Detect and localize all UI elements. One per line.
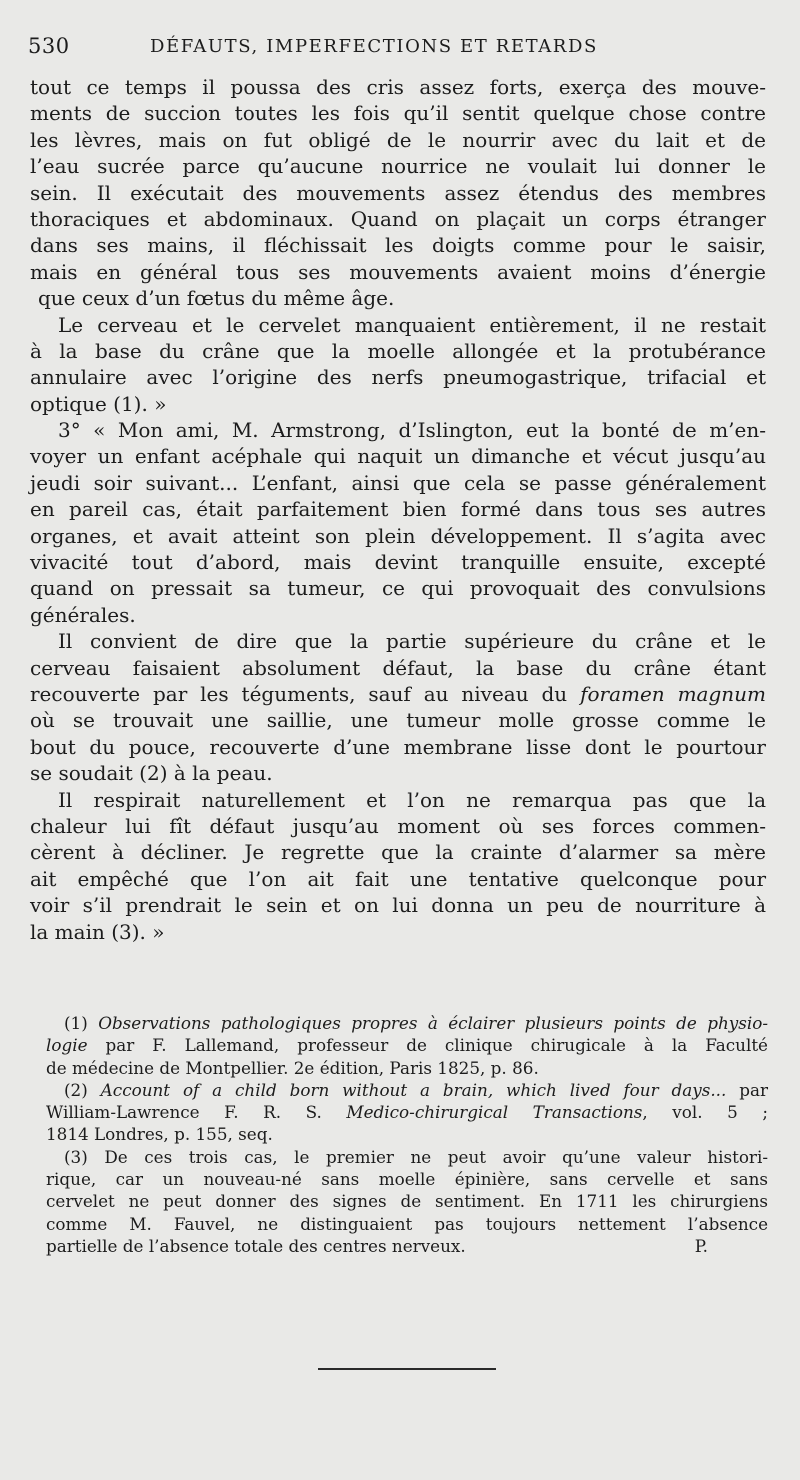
page-header bbox=[28, 34, 768, 64]
footnote-line: cervelet ne peut donner des signes de sentiment. En 1711 les chirurgiens bbox=[46, 1191, 768, 1212]
body-line: bout du pouce, recouverte d’une membrane lisse dont le pourtour bbox=[30, 734, 766, 759]
footnotes bbox=[46, 1012, 768, 1257]
body-line: que ceux d’un fœtus du même âge. bbox=[38, 286, 395, 311]
footnote-line: de médecine de Montpellier. 2e édition, Paris 1825, p. 86. bbox=[46, 1057, 539, 1078]
body-line: Le cerveau et le cervelet manquaient entièrement, il ne restait bbox=[58, 312, 766, 337]
footnote-line: (2) Account of a child born without a brain, which lived four days... par bbox=[64, 1079, 769, 1100]
body-line: recouverte par les téguments, sauf au niveau du foramen magnum bbox=[30, 681, 766, 706]
footnote-line: logie par F. Lallemand, professeur de clinique chirugicale à la Faculté bbox=[46, 1035, 768, 1056]
footnote-line: partielle de l’absence totale des centres nerveux. P. bbox=[46, 1235, 708, 1256]
body-line: voir s’il prendrait le sein et on lui donna un peu de nourriture à bbox=[30, 893, 766, 918]
body-line: vivacité tout d’abord, mais devint tranquille ensuite, excepté bbox=[30, 550, 766, 575]
body-line: organes, et avait atteint son plein développement. Il s’agita avec bbox=[30, 523, 766, 548]
footnote-line: William-Lawrence F. R. S. Medico-chirurgical Transactions, vol. 5 ; bbox=[46, 1102, 768, 1123]
body-line: Il respirait naturellement et l’on ne remarqua pas que la bbox=[58, 787, 766, 812]
body-line: se soudait (2) à la peau. bbox=[30, 761, 273, 786]
footnote-line: (1) Observations pathologiques propres à éclairer plusieurs points de physio- bbox=[64, 1013, 768, 1033]
body-line: cèrent à décliner. Je regrette que la crainte d’alarmer sa mère bbox=[30, 840, 766, 865]
body-line: optique (1). » bbox=[30, 391, 167, 416]
body-line: à la base du crâne que la moelle allongée et la protubérance bbox=[30, 338, 766, 363]
footnote-line: comme M. Fauvel, ne distinguaient pas toujours nettement l’absence bbox=[46, 1213, 768, 1234]
body-line: chaleur lui fît défaut jusqu’au moment où ses forces commen- bbox=[30, 813, 766, 838]
body-line: ments de succion toutes les fois qu’il sentit quelque chose contre bbox=[30, 101, 766, 126]
body-line: annulaire avec l’origine des nerfs pneumogastrique, trifacial et bbox=[30, 365, 766, 390]
end-rule bbox=[318, 1368, 496, 1370]
body-line: thoraciques et abdominaux. Quand on plaçait un corps étranger bbox=[30, 206, 766, 231]
body-line: 3° « Mon ami, M. Armstrong, d’Islington, eut la bonté de m’en- bbox=[58, 418, 766, 443]
footnote-line: 1814 Londres, p. 155, seq. bbox=[46, 1124, 273, 1145]
body-line: la main (3). » bbox=[30, 919, 165, 944]
body-line: l’eau sucrée parce qu’aucune nourrice ne voulait lui donner le bbox=[30, 154, 766, 179]
body-line: jeudi soir suivant... L’enfant, ainsi que cela se passe généralement bbox=[30, 470, 766, 495]
body-line: Il convient de dire que la partie supérieure du crâne et le bbox=[58, 629, 766, 654]
body-line: cerveau faisaient absolument défaut, la base du crâne étant bbox=[30, 655, 766, 680]
body-line: générales. bbox=[30, 602, 136, 627]
footnote-signature: P. bbox=[694, 1235, 708, 1256]
body-line: voyer un enfant acéphale qui naquit un dimanche et vécut jusqu’au bbox=[30, 444, 766, 469]
running-head: DÉFAUTS, IMPERFECTIONS ET RETARDS bbox=[150, 36, 598, 57]
footnote-line: (3) De ces trois cas, le premier ne peut avoir qu’une valeur histori- bbox=[64, 1146, 768, 1167]
body-line: les lèvres, mais on fut obligé de le nourrir avec du lait et de bbox=[30, 127, 766, 152]
body-line: où se trouvait une saillie, une tumeur molle grosse comme le bbox=[30, 708, 766, 733]
body-text bbox=[30, 74, 766, 945]
body-line: ait empêché que l’on ait fait une tentative quelconque pour bbox=[30, 866, 766, 891]
body-line: mais en général tous ses mouvements avaient moins d’énergie bbox=[30, 259, 766, 284]
body-line: tout ce temps il poussa des cris assez forts, exerça des mouve- bbox=[30, 75, 766, 99]
body-line: dans ses mains, il fléchissait les doigts comme pour le saisir, bbox=[30, 233, 766, 258]
page-number: 530 bbox=[28, 34, 70, 58]
body-line: quand on pressait sa tumeur, ce qui provoquait des convulsions bbox=[30, 576, 766, 601]
body-line: en pareil cas, était parfaitement bien formé dans tous ses autres bbox=[30, 497, 766, 522]
footnote-line: rique, car un nouveau-né sans moelle épinière, sans cervelle et sans bbox=[46, 1169, 768, 1190]
body-line: sein. Il exécutait des mouvements assez étendus des membres bbox=[30, 180, 766, 205]
